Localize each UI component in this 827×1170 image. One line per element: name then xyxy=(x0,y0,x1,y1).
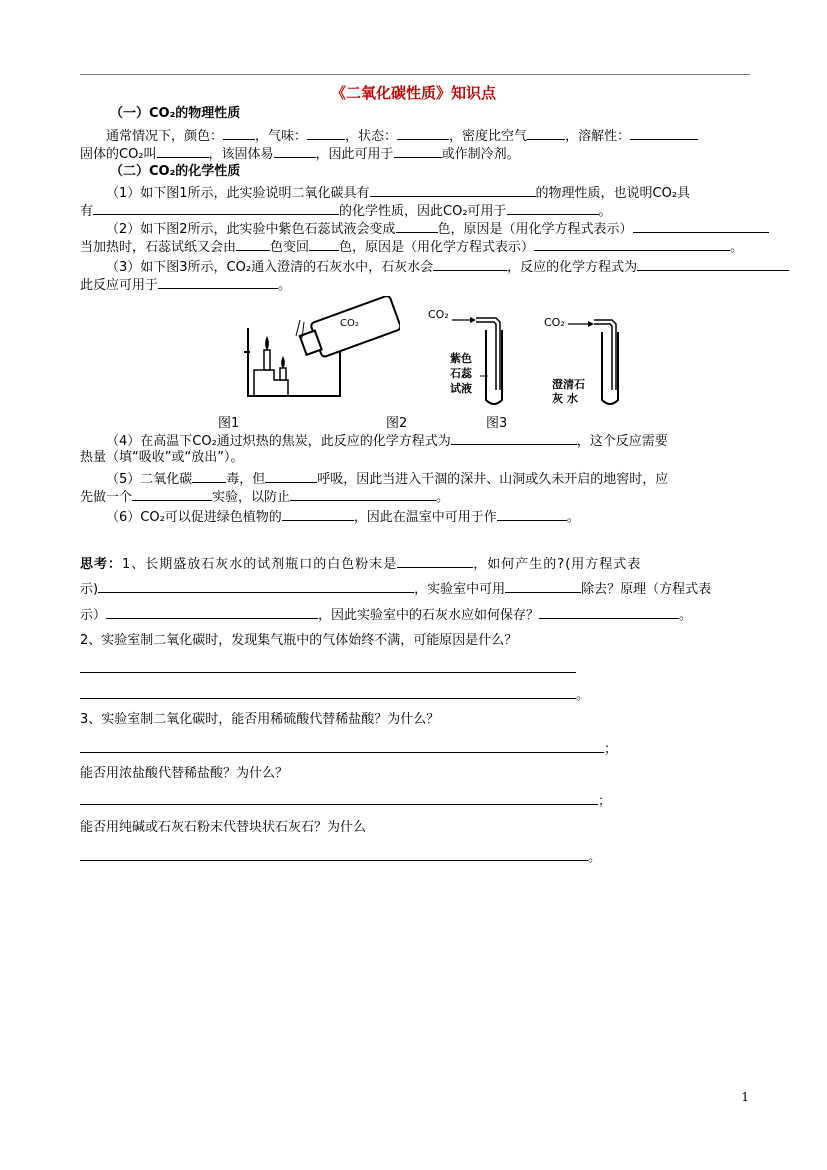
text: ，因此实验室中的石灰水应如何保存？ xyxy=(318,608,540,623)
think-line2 xyxy=(80,580,711,598)
litmus-label-1: 紫色 xyxy=(450,352,472,365)
blank-q3-result[interactable] xyxy=(433,258,507,271)
blank-t1-powder[interactable] xyxy=(397,555,473,568)
answer-line-q2-1[interactable] xyxy=(80,660,576,678)
think-q5: 能否用纯碱或石灰石粉末代替块状石灰石？为什么 xyxy=(80,820,367,835)
blank-q6-process[interactable] xyxy=(282,508,354,521)
blank-t1-eq1[interactable] xyxy=(98,580,414,593)
text: ，实验室中可用 xyxy=(414,582,506,597)
text: 此反应可用于 xyxy=(80,278,159,293)
blank-t1-eq2[interactable] xyxy=(106,606,318,619)
text: 色变回 xyxy=(270,240,310,255)
s1-line1 xyxy=(106,127,698,145)
q2-line2 xyxy=(80,238,743,256)
text: 。 xyxy=(598,204,612,219)
text: （2）如下图2所示，此实验中紫色石蕊试液会变成 xyxy=(106,222,396,237)
text: 固体的CO₂叫 xyxy=(80,147,157,162)
text: ，密度比空气 xyxy=(449,129,528,144)
blank-q2-eq2[interactable] xyxy=(534,238,730,251)
text: ，因此在温室中可用于作 xyxy=(353,510,497,525)
think-q4: 能否用浓盐酸代替稀盐酸？为什么？ xyxy=(80,766,289,781)
blank-color[interactable] xyxy=(223,127,255,140)
text: （3）如下图3所示，CO₂通入澄清的石灰水中，石灰水会 xyxy=(106,260,434,275)
blank-line[interactable] xyxy=(80,792,598,805)
text: ，该固体易 xyxy=(208,147,274,162)
text: 示) xyxy=(80,582,99,597)
co2-bottle-label: CO₂ xyxy=(340,318,359,329)
q6-line xyxy=(106,508,580,526)
text: （6）CO₂可以促进绿色植物的 xyxy=(106,510,282,525)
section1-heading: （一）CO₂的物理性质 xyxy=(110,106,241,121)
blank-use[interactable] xyxy=(394,145,442,158)
limewater-label-1: 澄清石 xyxy=(552,378,585,391)
text: 1、长期盛放石灰水的试剂瓶口的白色粉末是 xyxy=(122,557,398,572)
text: 色，原因是（用化学方程式表示） xyxy=(437,222,633,237)
q2-line1 xyxy=(106,220,769,238)
blank-q2-from[interactable] xyxy=(236,238,270,251)
text: 的物理性质，也说明CO₂具 xyxy=(535,186,691,201)
blank-q2-to[interactable] xyxy=(309,238,339,251)
text: ； xyxy=(598,794,612,809)
answer-line-q5[interactable] xyxy=(80,848,601,866)
q1-line2 xyxy=(80,202,612,220)
s1-line2 xyxy=(80,145,520,163)
blank-q5-breathe[interactable] xyxy=(265,470,317,483)
text: 实验，以防止 xyxy=(212,490,291,505)
q3-line1 xyxy=(106,258,789,276)
text: 。 xyxy=(436,490,450,505)
q4-line1 xyxy=(106,432,668,450)
text: 。 xyxy=(588,850,602,865)
q5-line1 xyxy=(106,470,668,488)
co2-arrow3-label: CO₂ xyxy=(544,316,565,329)
think-q3: 3、实验室制二氧化碳时，能否用稀硫酸代替稀盐酸？为什么？ xyxy=(80,712,440,727)
q4-line2: 热量（填“吸收”或“放出”）。 xyxy=(80,450,244,465)
litmus-label-2: 石蕊 xyxy=(450,367,472,380)
text: 或作制冷剂。 xyxy=(441,147,520,162)
think-line1 xyxy=(80,555,641,573)
blank-q6-use[interactable] xyxy=(497,508,567,521)
figure2-diagram xyxy=(424,300,514,410)
answer-line-q2-2[interactable] xyxy=(80,686,589,704)
figure3-caption: 图3 xyxy=(486,416,508,431)
blank-q3-use[interactable] xyxy=(158,276,278,289)
blank-q1-use[interactable] xyxy=(507,202,599,215)
answer-line-q3[interactable] xyxy=(80,740,617,758)
text: 通常情况下，颜色： xyxy=(106,129,224,144)
blank-q5-prevent[interactable] xyxy=(290,488,436,501)
think-label: 思考： xyxy=(80,557,123,572)
blank-q1-chemical[interactable] xyxy=(93,202,339,215)
text: ，因此可用于 xyxy=(315,147,394,162)
text: ，状态： xyxy=(345,129,398,144)
page-title: 《二氧化碳性质》知识点 xyxy=(330,84,496,102)
q1-line1 xyxy=(106,184,690,202)
blank-q5-toxic[interactable] xyxy=(192,470,226,483)
q3-line2 xyxy=(80,276,291,294)
blank-solubility[interactable] xyxy=(630,127,698,140)
blank-odor[interactable] xyxy=(307,127,345,140)
answer-line-q4[interactable] xyxy=(80,792,611,810)
text: ； xyxy=(604,742,618,757)
figure1-caption: 图1 xyxy=(218,416,240,431)
text: （5）二氧化碳 xyxy=(106,472,193,487)
text: ，反应的化学方程式为 xyxy=(507,260,638,275)
blank-line[interactable] xyxy=(80,686,576,699)
think-line3 xyxy=(80,606,692,624)
litmus-label-3: 试液 xyxy=(450,382,472,395)
blank-q2-color[interactable] xyxy=(396,220,438,233)
text: 。 xyxy=(278,278,292,293)
text: （4）在高温下CO₂通过炽热的焦炭，此反应的化学方程式为 xyxy=(106,434,451,449)
header-rule xyxy=(80,74,750,75)
blank-q3-eq[interactable] xyxy=(637,258,789,271)
text: 毒，但 xyxy=(226,472,266,487)
text: （1）如下图1所示，此实验说明二氧化碳具有 xyxy=(106,186,370,201)
text: 有 xyxy=(80,204,94,219)
text: 色，原因是（用化学方程式表示） xyxy=(339,240,535,255)
think-q2: 2、实验室制二氧化碳时，发现集气瓶中的气体始终不满，可能原因是什么？ xyxy=(80,633,518,648)
blank-line[interactable] xyxy=(80,740,604,753)
blank-density[interactable] xyxy=(527,127,565,140)
text: 。 xyxy=(679,608,693,623)
text: 呼吸，因此当进入干涸的深井、山洞或久未开启的地窖时，应 xyxy=(317,472,669,487)
blank-dry-ice[interactable] xyxy=(157,145,209,158)
text: 。 xyxy=(730,240,744,255)
text: ，这个反应需要 xyxy=(576,434,668,449)
blank-sublime[interactable] xyxy=(274,145,316,158)
figure3-diagram xyxy=(540,300,630,410)
blank-state[interactable] xyxy=(397,127,449,140)
blank-q5-test[interactable] xyxy=(132,488,212,501)
blank-line[interactable] xyxy=(80,660,576,673)
blank-q2-eq1[interactable] xyxy=(633,220,769,233)
co2-arrow2-label: CO₂ xyxy=(428,308,449,321)
blank-line[interactable] xyxy=(80,848,588,861)
q5-line2 xyxy=(80,488,449,506)
section2-heading: （二）CO₂的化学性质 xyxy=(110,164,241,179)
blank-t1-reagent[interactable] xyxy=(505,580,581,593)
blank-t1-store[interactable] xyxy=(539,606,679,619)
blank-q1-physical[interactable] xyxy=(370,184,536,197)
text: 。 xyxy=(566,510,580,525)
text: 。 xyxy=(576,688,590,703)
text: ，如何产生的?(用方程式表 xyxy=(473,557,642,572)
limewater-label-2: 灰 水 xyxy=(552,392,578,405)
text: 当加热时，石蕊试纸又会由 xyxy=(80,240,237,255)
text: ，溶解性： xyxy=(565,129,631,144)
blank-q4-eq[interactable] xyxy=(451,432,577,445)
text: 先做一个 xyxy=(80,490,133,505)
figure2-caption: 图2 xyxy=(386,416,408,431)
text: 示） xyxy=(80,608,107,623)
text: ，气味： xyxy=(255,129,308,144)
page-number: 1 xyxy=(741,1090,749,1104)
text: 的化学性质，因此CO₂可用于 xyxy=(339,204,507,219)
figure1-diagram xyxy=(240,296,400,400)
text: 除去？原理（方程式表 xyxy=(581,582,712,597)
